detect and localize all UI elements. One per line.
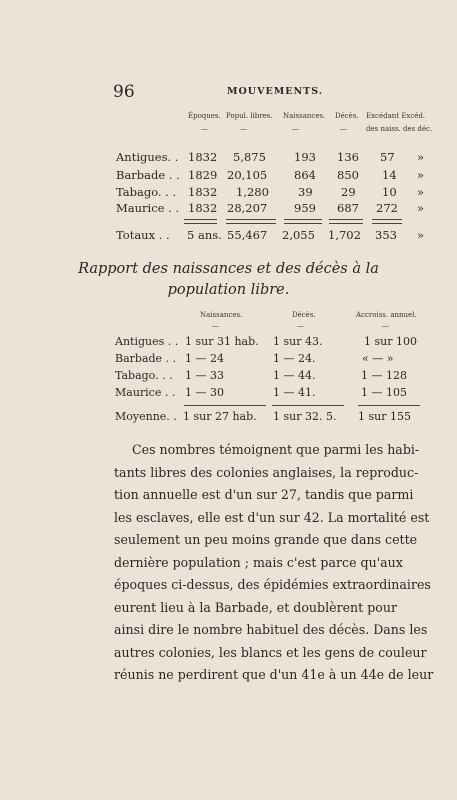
row-name: Tabago. . .: [115, 369, 173, 382]
header-epoques: Époques.: [188, 112, 221, 120]
row-excess: 14: [382, 168, 397, 182]
row-pop: 5,875: [233, 150, 266, 164]
row-births: 1 — 24: [185, 352, 224, 365]
row-excess-dec: »: [417, 168, 425, 182]
row-growth: 1 — 105: [361, 386, 407, 399]
header-popul: Popul. libres.: [226, 112, 273, 120]
row-excess-dec: »: [417, 201, 425, 215]
header-dash: —: [201, 125, 208, 133]
total-births: 1 sur 27 hab.: [183, 410, 257, 423]
total-rule: [184, 405, 266, 406]
row-excess: 57: [380, 150, 395, 164]
header-dash: —: [292, 125, 299, 133]
row-year: 1832: [188, 201, 218, 215]
paragraph-line: tion annuelle est d'un sur 27, tandis que parmi: [114, 487, 414, 502]
paragraph-line: tants libres des colonies anglaises, la reproduc-: [114, 464, 419, 480]
row-deaths: 1 — 41.: [273, 386, 316, 399]
row-births: 193: [294, 150, 316, 164]
header-naissances: Naissances.: [283, 112, 326, 120]
row-deaths: 1 — 44.: [273, 369, 316, 382]
section-title-line: population libre.: [167, 282, 290, 298]
row-deaths: 850: [337, 168, 359, 182]
paragraph-line: Ces nombres témoignent que parmi les habi-: [132, 442, 420, 457]
paragraph-line: seulement un peu moins grande que dans cette: [114, 532, 418, 547]
row-year: 1832: [188, 150, 218, 164]
row-name: Antigues. .: [116, 150, 179, 164]
header-dash: —: [382, 322, 389, 330]
total-deaths: 1,702: [328, 228, 361, 242]
row-deaths: 1 sur 43.: [273, 335, 323, 348]
total-rule: [272, 405, 344, 406]
row-excess: 10: [382, 185, 397, 199]
header-dash: —: [212, 322, 219, 330]
row-name: Maurice . .: [115, 386, 176, 399]
row-births: 1 — 30: [185, 386, 224, 399]
total-label: Moyenne. .: [115, 410, 177, 423]
paragraph-line: les esclaves, elle est d'un sur 42. La mortalité est: [114, 509, 430, 525]
row-name: Maurice . .: [116, 201, 180, 215]
row-excess: 272: [376, 201, 398, 215]
paragraph-line: époques ci-dessus, des épidémies extraordinaires: [114, 577, 431, 592]
row-growth: 1 — 128: [361, 369, 407, 382]
header-accroissement: Accroiss. annuel.: [356, 311, 417, 319]
paragraph-line: ainsi dire le nombre habituel des décès. Dans les: [114, 622, 428, 637]
total-rule: [284, 219, 322, 224]
total-label: Totaux . .: [116, 228, 170, 242]
paragraph-line: réunis ne perdirent que d'un 41e à un 44e de leur: [114, 667, 434, 682]
header-deces: Décès.: [335, 112, 359, 120]
row-pop: 28,207: [227, 201, 268, 215]
row-name: Barbade . .: [115, 352, 177, 365]
total-rule: [184, 219, 217, 224]
paragraph-line: eurent lieu à la Barbade, et doublèrent pour: [114, 599, 397, 615]
row-growth: « — »: [362, 352, 394, 365]
header-dash: —: [340, 125, 347, 133]
total-rule: [372, 219, 402, 224]
header-excedant: Excédant Excéd.: [366, 112, 426, 120]
row-name: Tabago. . .: [116, 185, 177, 199]
row-births: 39: [298, 185, 313, 199]
row-deaths: 687: [337, 201, 359, 215]
row-name: Antigues . .: [115, 335, 179, 348]
header-deces: Décès.: [292, 311, 316, 319]
page-number: 96: [113, 82, 135, 102]
row-name: Barbade . .: [116, 168, 180, 182]
paragraph-line: dernière population ; mais c'est parce qu'aux: [114, 554, 403, 570]
row-excess-dec: »: [417, 185, 425, 199]
row-births: 959: [294, 201, 316, 215]
section-title-line: Rapport des naissances et des décès à la: [78, 261, 379, 277]
row-growth: 1 sur 100: [364, 335, 417, 348]
row-pop: 20,105: [227, 168, 268, 182]
total-year: 5 ans.: [187, 228, 222, 242]
total-deaths: 1 sur 32. 5.: [273, 410, 337, 423]
total-rule: [329, 219, 363, 224]
header-excedant-sub: des naiss. des déc.: [366, 125, 433, 133]
header-naissances: Naissances.: [200, 311, 243, 319]
row-excess-dec: »: [417, 150, 425, 164]
total-growth: 1 sur 155: [358, 410, 411, 423]
running-head: MOUVEMENTS.: [227, 86, 324, 97]
total-births: 2,055: [282, 228, 315, 242]
total-rule: [226, 219, 276, 224]
total-excess-dec: »: [417, 228, 425, 242]
row-deaths: 1 — 24.: [273, 352, 316, 365]
header-dash: —: [297, 322, 304, 330]
total-rule: [358, 405, 420, 406]
row-births: 1 sur 31 hab.: [185, 335, 259, 348]
header-dash: —: [240, 125, 247, 133]
row-year: 1829: [188, 168, 218, 182]
row-deaths: 29: [341, 185, 356, 199]
section-title: [0, 259, 457, 301]
row-deaths: 136: [337, 150, 359, 164]
total-excess: 353: [375, 228, 397, 242]
row-pop: 1,280: [236, 185, 269, 199]
row-births: 1 — 33: [185, 369, 224, 382]
total-pop: 55,467: [227, 228, 268, 242]
row-births: 864: [294, 168, 316, 182]
paragraph-line: autres colonies, les blancs et les gens de couleur: [114, 644, 427, 660]
row-year: 1832: [188, 185, 218, 199]
